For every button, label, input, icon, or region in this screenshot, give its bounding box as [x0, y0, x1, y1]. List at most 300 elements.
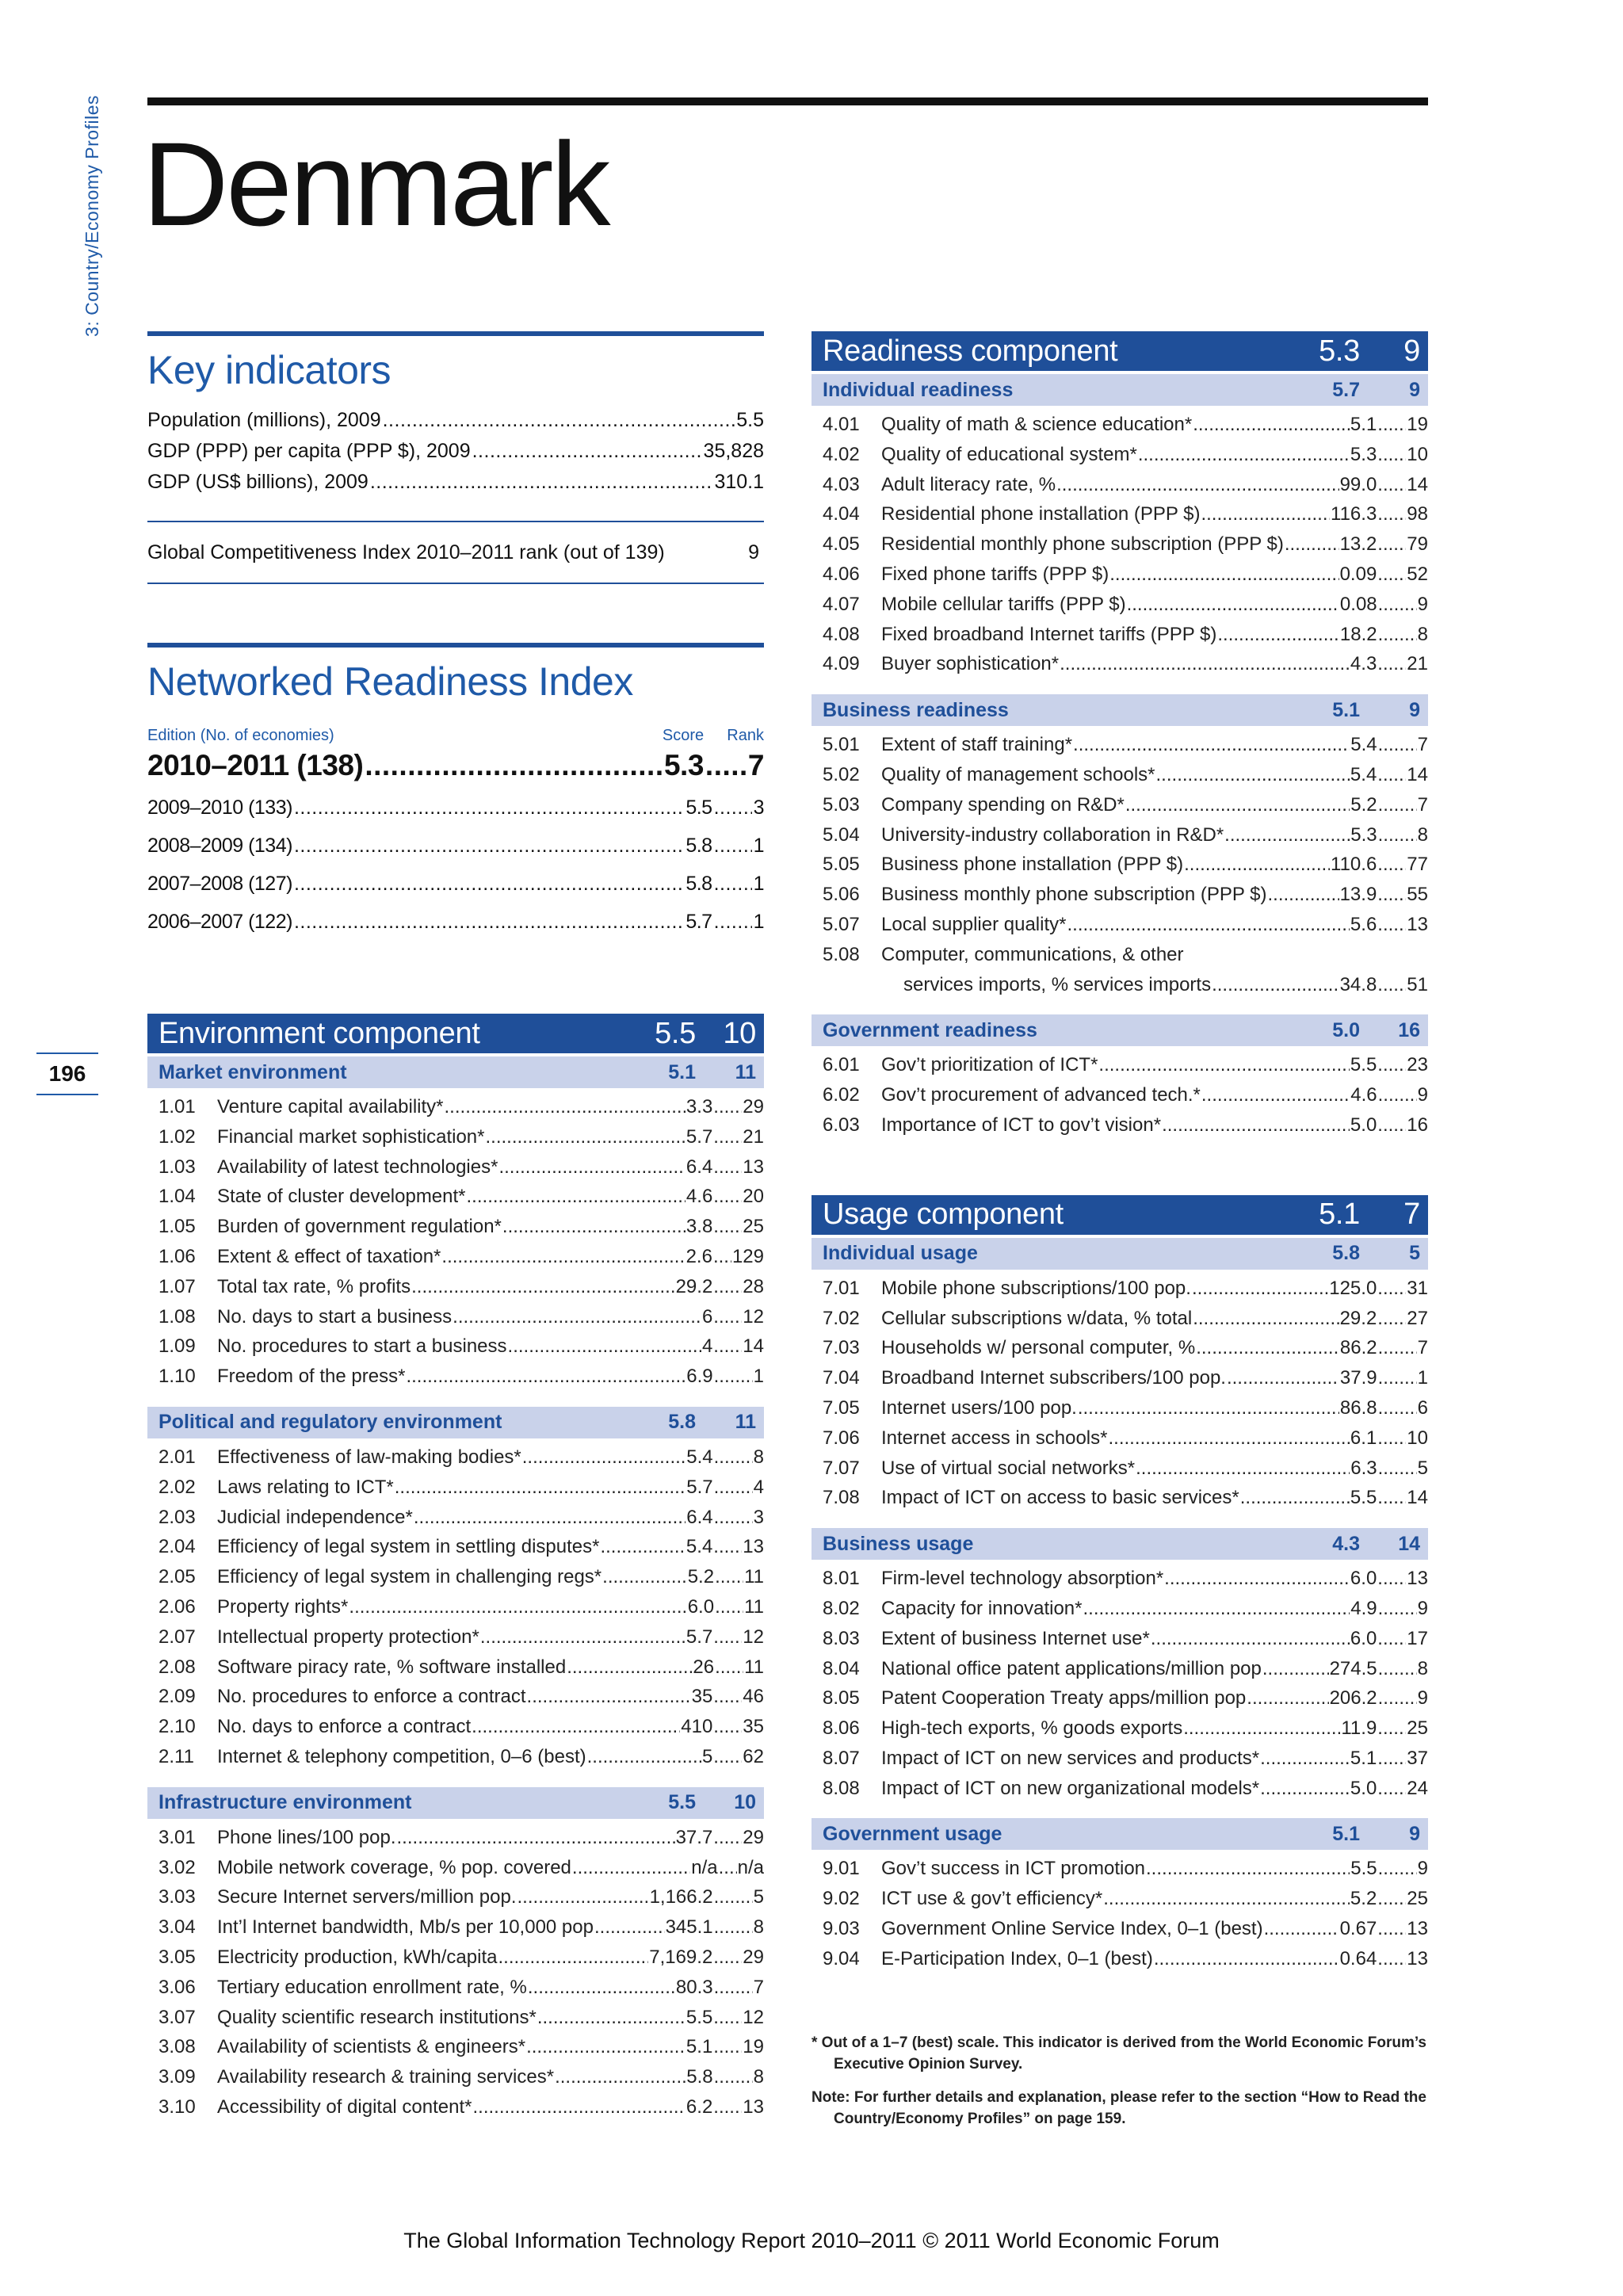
- component-header: [812, 331, 1428, 371]
- nri-edition: 2009–2010 (133): [147, 797, 292, 819]
- indicator-rank: 5: [1417, 1457, 1428, 1479]
- nri-col-rank: Rank: [727, 726, 764, 744]
- indicator-list: [147, 1438, 764, 1781]
- indicator-value: 86.2: [1339, 1337, 1377, 1359]
- indicator-label: Government Online Service Index, 0–1 (best): [881, 1918, 1263, 1940]
- subindex-score: 5.1: [1332, 1822, 1360, 1845]
- page-title: Denmark: [143, 117, 609, 250]
- subindex-score: 5.1: [668, 1060, 696, 1083]
- indicator-value: 6.2: [685, 2095, 713, 2118]
- section-rule: [147, 643, 764, 648]
- footnote-note: Note: For further details and explanation, please refer to the section “How to Read the Country/Economy Profiles” on page 159.: [812, 2088, 1426, 2128]
- indicator-number: 8.04: [823, 1657, 860, 1679]
- subindex-score: 5.0: [1332, 1018, 1360, 1041]
- indicator-rank: 11: [744, 1656, 764, 1678]
- indicator-row: [823, 1278, 1428, 1308]
- indicator-label: Intellectual property protection*: [217, 1626, 479, 1648]
- indicator-value: 6.0: [1350, 1568, 1377, 1590]
- indicator-row: [823, 653, 1428, 683]
- indicator-rank: 14: [1407, 473, 1428, 495]
- indicator-rank: 8: [753, 2066, 764, 2088]
- indicator-label: Effectiveness of law-making bodies*: [217, 1446, 521, 1468]
- indicator-row: [823, 824, 1428, 854]
- indicator-label: Mobile cellular tariffs (PPP $): [881, 593, 1126, 615]
- footnotes: [812, 2032, 1428, 2130]
- indicator-number: 4.03: [823, 473, 860, 495]
- indicator-value: 37.7: [675, 1826, 713, 1848]
- indicator-number: 6.02: [823, 1084, 860, 1106]
- component-score: 5.3: [1319, 334, 1360, 368]
- indicator-number: 7.06: [823, 1427, 860, 1449]
- indicator-rank: 79: [1407, 533, 1428, 556]
- gci-row: [147, 522, 764, 583]
- indicator-row: [823, 854, 1428, 884]
- indicator-row: [823, 1367, 1428, 1397]
- key-indicators-list: [147, 409, 764, 502]
- indicator-row: [158, 1366, 764, 1396]
- indicator-row: [823, 734, 1428, 764]
- component-title: Usage component: [823, 1198, 1064, 1232]
- nri-rank: 7: [747, 749, 764, 781]
- gci-value: 9: [748, 541, 759, 563]
- indicator-label: High-tech exports, % goods exports: [881, 1717, 1183, 1740]
- indicator-label: Availability of latest technologies*: [217, 1156, 498, 1178]
- component-header: [147, 1014, 764, 1053]
- indicator-rank: 21: [743, 1125, 764, 1148]
- indicator-value: 5.5: [1350, 1487, 1377, 1509]
- left-column: [147, 331, 764, 2131]
- indicator-row: [823, 624, 1428, 654]
- indicator-number: 4.01: [823, 414, 860, 435]
- section-label: 3: Country/Economy Profiles: [81, 95, 102, 337]
- indicator-row: [158, 1335, 764, 1366]
- indicator-label: Mobile network coverage, % pop. covered: [217, 1856, 571, 1878]
- nri-col-edition: Edition (No. of economies): [147, 726, 334, 744]
- indicator-rank: 25: [1407, 1717, 1428, 1740]
- indicator-label: National office patent applications/million pop: [881, 1657, 1262, 1679]
- indicator-rank: 19: [1407, 414, 1428, 435]
- indicator-value: 5.2: [1350, 793, 1377, 816]
- indicator-value: 274.5: [1329, 1657, 1377, 1679]
- indicator-label: Patent Cooperation Treaty apps/million pop: [881, 1687, 1247, 1710]
- indicator-row: [158, 1827, 764, 1857]
- indicator-number: 1.01: [158, 1096, 196, 1117]
- indicator-label: Efficiency of legal system in challenging regs*: [217, 1566, 602, 1588]
- indicator-number: 3.09: [158, 2066, 196, 2088]
- component-rank: 7: [1403, 1198, 1420, 1232]
- indicator-label: State of cluster development*: [217, 1186, 466, 1208]
- indicator-label: Impact of ICT on access to basic services*: [881, 1487, 1239, 1509]
- indicator-value: 4.3: [1350, 653, 1377, 675]
- indicator-value: 125.0: [1329, 1277, 1377, 1299]
- indicator-rank: 11: [744, 1595, 764, 1618]
- indicator-row: [823, 503, 1428, 533]
- indicator-rank: 29: [743, 1826, 764, 1848]
- indicator-row: [823, 444, 1428, 474]
- component-score: 5.1: [1319, 1198, 1360, 1232]
- indicator-value: 410: [681, 1716, 713, 1738]
- indicator-number: 1.02: [158, 1125, 196, 1148]
- subindex-header: [812, 1818, 1428, 1850]
- indicator-label: Property rights*: [217, 1595, 349, 1618]
- key-indicator-row: [147, 440, 764, 471]
- indicator-row: [158, 1596, 764, 1626]
- indicator-row: [158, 1977, 764, 2007]
- indicator-number: 9.03: [823, 1918, 860, 1940]
- indicator-label: Use of virtual social networks*: [881, 1457, 1136, 1479]
- indicator-rank: 17: [1407, 1627, 1428, 1649]
- indicator-rank: 19: [743, 2036, 764, 2058]
- key-indicator-label: GDP (US$ billions), 2009: [147, 471, 369, 493]
- indicator-number: 4.06: [823, 563, 860, 585]
- indicator-number: 7.04: [823, 1367, 860, 1389]
- indicator-label: Software piracy rate, % software installed: [217, 1656, 567, 1678]
- indicator-row: [823, 1778, 1428, 1808]
- indicator-number: 7.07: [823, 1457, 860, 1479]
- indicator-number: 8.05: [823, 1687, 860, 1710]
- indicator-value: 5.5: [1350, 1054, 1377, 1076]
- top-rule: [147, 97, 1428, 105]
- indicator-rank: 25: [743, 1216, 764, 1238]
- indicator-number: 2.03: [158, 1506, 196, 1528]
- indicator-value: 5.8: [686, 2066, 713, 2088]
- indicator-row-continued: [823, 974, 1428, 1004]
- indicator-label: Phone lines/100 pop.: [217, 1826, 396, 1848]
- indicator-number: 7.03: [823, 1337, 860, 1359]
- indicator-value: 116.3: [1331, 503, 1377, 525]
- indicator-row: [823, 1598, 1428, 1628]
- section-rule: [147, 331, 764, 336]
- indicator-label: Mobile phone subscriptions/100 pop.: [881, 1277, 1191, 1299]
- indicator-number: 2.01: [158, 1446, 196, 1468]
- footnote-asterisk: * Out of a 1–7 (best) scale. This indicator is derived from the World Economic Forum’s Executive Opinion Survey.: [812, 2034, 1426, 2073]
- indicator-rank: 9: [1417, 1858, 1428, 1880]
- indicator-number: 5.05: [823, 854, 860, 876]
- subindex-rank: 5: [1409, 1242, 1420, 1265]
- indicator-row: [158, 1507, 764, 1537]
- subindex-score: 5.8: [1332, 1242, 1360, 1265]
- indicator-label: Residential phone installation (PPP $): [881, 503, 1201, 525]
- indicator-row: [823, 1308, 1428, 1338]
- indicator-rank: 9: [1417, 593, 1428, 615]
- indicator-rank: 27: [1407, 1307, 1428, 1329]
- indicator-rank: 77: [1407, 854, 1428, 876]
- component-header: [812, 1195, 1428, 1235]
- indicator-label: Quality of math & science education*: [881, 414, 1193, 435]
- indicator-rank: 9: [1417, 1597, 1428, 1619]
- indicator-row: [823, 794, 1428, 824]
- indicator-rank: 51: [1407, 973, 1428, 995]
- subindex-title: Individual usage: [823, 1242, 978, 1265]
- subindex-rank: 16: [1398, 1018, 1420, 1041]
- indicator-rank: 13: [1407, 1947, 1428, 1969]
- indicator-rank: 52: [1407, 563, 1428, 585]
- nri-rank: 1: [753, 835, 764, 857]
- indicator-row: [823, 1568, 1428, 1598]
- nri-row: [147, 835, 764, 873]
- indicator-row: [158, 1716, 764, 1746]
- subindex-header: [812, 694, 1428, 726]
- indicator-value: 5.5: [1350, 1858, 1377, 1880]
- indicator-row: [158, 1477, 764, 1507]
- indicator-value: 5.7: [685, 1626, 713, 1648]
- indicator-row: [823, 1748, 1428, 1778]
- indicator-label: Judicial independence*: [217, 1506, 413, 1528]
- usage-component: [812, 1195, 1428, 1983]
- indicator-row: [823, 884, 1428, 914]
- indicator-label: Internet & telephony competition, 0–6 (best): [217, 1745, 586, 1767]
- indicator-number: 4.04: [823, 503, 860, 525]
- indicator-value: 5.2: [1350, 1888, 1377, 1910]
- indicator-number: 2.06: [158, 1595, 196, 1618]
- indicator-row: [823, 1337, 1428, 1367]
- indicator-rank: 8: [753, 1916, 764, 1939]
- indicator-number: 5.02: [823, 763, 860, 785]
- indicator-rank: 55: [1407, 884, 1428, 906]
- nri-score: 5.3: [663, 749, 704, 781]
- readiness-component: [812, 331, 1428, 1149]
- indicator-value: 29.2: [1339, 1307, 1377, 1329]
- indicator-number: 3.07: [158, 2006, 196, 2028]
- indicator-value: 3.8: [685, 1216, 713, 1238]
- indicator-rank: 129: [731, 1245, 764, 1267]
- indicator-number: 4.08: [823, 623, 860, 645]
- indicator-value: 5.4: [685, 1536, 713, 1558]
- page-number: 196: [36, 1052, 98, 1095]
- indicator-value: 206.2: [1329, 1687, 1377, 1710]
- indicator-value: 5.4: [1350, 763, 1377, 785]
- indicator-number: 5.04: [823, 823, 860, 846]
- indicator-label: Financial market sophistication*: [217, 1125, 485, 1148]
- subindex-title: Government usage: [823, 1822, 1002, 1845]
- indicator-label: Venture capital availability*: [217, 1096, 444, 1117]
- indicator-number: 4.07: [823, 593, 860, 615]
- indicator-rank: 9: [1417, 1084, 1428, 1106]
- indicator-number: 3.10: [158, 2095, 196, 2118]
- indicator-label: Households w/ personal computer, %: [881, 1337, 1196, 1359]
- indicator-label: University-industry collaboration in R&D*: [881, 823, 1224, 846]
- key-indicator-value: 5.5: [736, 409, 764, 431]
- nri-rank: 1: [753, 873, 764, 895]
- indicator-rank: 7: [1417, 793, 1428, 816]
- indicator-number: 2.11: [158, 1745, 194, 1767]
- indicator-rank: 8: [753, 1446, 764, 1468]
- subindex-title: Business readiness: [823, 698, 1009, 721]
- indicator-value: 86.8: [1339, 1396, 1377, 1419]
- indicator-value: 0.08: [1339, 593, 1377, 615]
- indicator-label: Quality of management schools*: [881, 763, 1155, 785]
- indicator-rank: 20: [743, 1186, 764, 1208]
- indicator-label: Computer, communications, & other: [881, 943, 1184, 965]
- indicator-number: 1.07: [158, 1275, 196, 1297]
- indicator-row: [158, 1536, 764, 1566]
- indicator-number: 8.07: [823, 1747, 860, 1769]
- indicator-rank: 7: [753, 1976, 764, 1998]
- indicator-value: 5.1: [685, 2036, 713, 2058]
- indicator-label: Buyer sophistication*: [881, 653, 1060, 675]
- indicator-number: 7.02: [823, 1307, 860, 1329]
- key-indicator-value: 35,828: [703, 440, 764, 462]
- indicator-number: 7.05: [823, 1396, 860, 1419]
- indicator-label: Quality of educational system*: [881, 443, 1137, 465]
- indicator-row: [823, 944, 1428, 974]
- subindex-rank: 10: [734, 1791, 756, 1814]
- indicator-label: Broadband Internet subscribers/100 pop.: [881, 1367, 1226, 1389]
- indicator-number: 5.06: [823, 884, 860, 906]
- nri-rank: 3: [753, 797, 764, 819]
- indicator-label: Residential monthly phone subscription (PPP $): [881, 533, 1284, 556]
- indicator-row: [823, 1687, 1428, 1717]
- indicator-value: 5.0: [1350, 1114, 1377, 1136]
- indicator-row: [823, 1717, 1428, 1748]
- indicator-value: 5.0: [1350, 1777, 1377, 1799]
- subindex-title: Government readiness: [823, 1018, 1037, 1041]
- indicator-row: [158, 1746, 764, 1776]
- page-footer: The Global Information Technology Report 2010–2011 © 2011 World Economic Forum: [403, 2229, 1220, 2252]
- indicator-value: 2.6: [685, 1245, 712, 1267]
- indicator-number: 6.01: [823, 1054, 860, 1076]
- subindex-rank: 14: [1398, 1532, 1420, 1555]
- indicator-label: Availability research & training services*: [217, 2066, 555, 2088]
- indicator-rank: 13: [1407, 1568, 1428, 1590]
- indicator-label: Local supplier quality*: [881, 913, 1067, 935]
- indicator-row: [823, 1858, 1428, 1888]
- nri-header: [147, 722, 764, 749]
- indicator-value: 0.09: [1339, 563, 1377, 585]
- indicator-rank: 13: [743, 1156, 764, 1178]
- indicator-row: [823, 1397, 1428, 1427]
- indicator-row: [823, 764, 1428, 794]
- indicator-rank: 7: [1417, 1337, 1428, 1359]
- subindex-header: [147, 1056, 764, 1088]
- indicator-number: 1.04: [158, 1186, 196, 1208]
- indicator-number: 1.10: [158, 1366, 196, 1388]
- indicator-number: 7.08: [823, 1487, 860, 1509]
- indicator-number: 8.03: [823, 1627, 860, 1649]
- indicator-value: 13.9: [1339, 884, 1377, 906]
- indicator-row: [823, 563, 1428, 594]
- indicator-row: [823, 1054, 1428, 1084]
- indicator-row: [158, 1857, 764, 1887]
- indicator-number: 6.03: [823, 1114, 860, 1136]
- indicator-row: [158, 1306, 764, 1336]
- right-column: [812, 331, 1428, 2141]
- indicator-label: Extent & effect of taxation*: [217, 1245, 441, 1267]
- indicator-value: 6.0: [1350, 1627, 1377, 1649]
- indicator-label: Electricity production, kWh/capita: [217, 1946, 498, 1968]
- indicator-value: 11.9: [1341, 1717, 1377, 1740]
- indicator-label: Adult literacy rate, %: [881, 473, 1056, 495]
- key-indicator-label: GDP (PPP) per capita (PPP $), 2009: [147, 440, 471, 462]
- environment-component: [147, 1014, 764, 2131]
- indicator-value: 5.4: [686, 1446, 713, 1468]
- indicator-number: 2.09: [158, 1686, 196, 1708]
- subindex-header: [812, 374, 1428, 406]
- indicator-number: 8.08: [823, 1777, 860, 1799]
- indicator-number: 3.05: [158, 1946, 196, 1968]
- indicator-value: 345.1: [665, 1916, 713, 1939]
- indicator-rank: 14: [1407, 1487, 1428, 1509]
- indicator-rank: 6: [1417, 1396, 1428, 1419]
- indicator-row: [158, 1216, 764, 1246]
- indicator-list: [812, 406, 1428, 688]
- indicator-rank: 21: [1407, 653, 1428, 675]
- gci-label: Global Competitiveness Index 2010–2011 rank (out of 139): [147, 541, 665, 563]
- indicator-rank: 13: [743, 2095, 764, 2118]
- indicator-label: Importance of ICT to gov’t vision*: [881, 1114, 1162, 1136]
- indicator-rank: 16: [1407, 1114, 1428, 1136]
- subindex-header: [812, 1528, 1428, 1560]
- indicator-value: 5.4: [1350, 734, 1377, 756]
- indicator-label: Business monthly phone subscription (PPP $): [881, 884, 1267, 906]
- indicator-label: No. days to start a business: [217, 1305, 453, 1328]
- indicator-value: 35: [691, 1686, 713, 1708]
- indicator-value: 5.1: [1350, 414, 1377, 435]
- indicator-list: [812, 1270, 1428, 1522]
- indicator-number: 7.01: [823, 1277, 860, 1299]
- indicator-label: Gov’t success in ICT promotion: [881, 1858, 1146, 1880]
- indicator-rank: 62: [743, 1745, 764, 1767]
- indicator-row: [158, 2096, 764, 2126]
- indicator-row: [823, 1888, 1428, 1918]
- indicator-rank: 1: [1417, 1367, 1428, 1389]
- indicator-label: Laws relating to ICT*: [217, 1476, 394, 1498]
- indicator-number: 1.03: [158, 1156, 196, 1178]
- indicator-value: 110.6: [1331, 854, 1377, 876]
- indicator-row: [158, 1446, 764, 1477]
- subindex-score: 4.3: [1332, 1532, 1360, 1555]
- indicator-rank: 23: [1407, 1054, 1428, 1076]
- indicator-row: [823, 1628, 1428, 1658]
- indicator-label: Secure Internet servers/million pop.: [217, 1886, 517, 1908]
- indicator-value: 6.9: [686, 1366, 713, 1388]
- key-indicator-label: Population (millions), 2009: [147, 409, 381, 431]
- indicator-row: [823, 1457, 1428, 1488]
- indicator-value: 29.2: [675, 1275, 713, 1297]
- indicator-rank: 13: [1407, 913, 1428, 935]
- indicator-value: 5.6: [1350, 913, 1377, 935]
- subindex-rank: 11: [735, 1411, 756, 1434]
- indicator-row: [823, 594, 1428, 624]
- indicator-rank: 1: [753, 1366, 764, 1388]
- indicator-label: Total tax rate, % profits: [217, 1275, 411, 1297]
- component-title: Readiness component: [823, 334, 1118, 368]
- indicator-number: 5.07: [823, 913, 860, 935]
- indicator-label: No. procedures to enforce a contract: [217, 1686, 526, 1708]
- subindex-title: Market environment: [158, 1060, 347, 1083]
- indicator-rank: 8: [1417, 823, 1428, 846]
- indicator-rank: 9: [1417, 1687, 1428, 1710]
- indicator-label: Burden of government regulation*: [217, 1216, 502, 1238]
- indicator-label: Impact of ICT on new organizational models*: [881, 1777, 1260, 1799]
- indicator-number: 4.09: [823, 653, 860, 675]
- component-rank: 10: [723, 1016, 756, 1050]
- indicator-number: 3.08: [158, 2036, 196, 2058]
- nri-edition: 2008–2009 (134): [147, 835, 292, 857]
- indicator-number: 2.07: [158, 1626, 196, 1648]
- subindex-rank: 9: [1409, 378, 1420, 401]
- indicator-rank: 29: [743, 1096, 764, 1117]
- indicator-value: 1,166.2: [649, 1886, 713, 1908]
- indicator-value: 0.67: [1339, 1918, 1377, 1940]
- indicator-value: 13.2: [1339, 533, 1377, 556]
- indicator-number: 3.04: [158, 1916, 196, 1939]
- indicator-label: Fixed phone tariffs (PPP $): [881, 563, 1109, 585]
- nri-col-score: Score: [662, 726, 705, 744]
- indicator-value: 5.5: [685, 2006, 713, 2028]
- nri-row: [147, 911, 764, 949]
- indicator-row: [823, 1658, 1428, 1688]
